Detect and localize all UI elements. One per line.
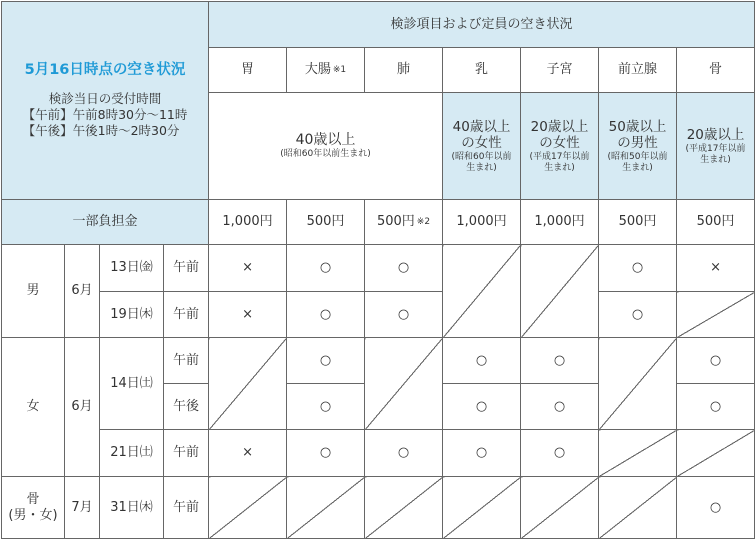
date-cell: 19日㈭ xyxy=(100,292,164,338)
not-applicable-cell xyxy=(599,338,677,430)
cell-bone: ○ xyxy=(677,384,755,430)
cell-lung: ○ xyxy=(365,292,443,338)
exam-prostate xyxy=(599,48,677,93)
exam-name: 胃 xyxy=(241,62,255,77)
eligibility-sub: (平成17年以前 生まれ) xyxy=(529,151,590,173)
exam-colon xyxy=(287,48,365,93)
reception-heading: 検診当日の受付時間 xyxy=(48,91,162,106)
not-applicable-cell xyxy=(365,477,443,539)
eligibility-sub: (昭和60年以前生まれ) xyxy=(280,149,371,159)
exam-name: 前立腺 xyxy=(618,62,658,77)
eligibility-main: 20歳以上 の女性 xyxy=(530,118,589,151)
cell-stomach: × xyxy=(209,430,287,477)
cell-prostate: ○ xyxy=(599,245,677,292)
exam-name: 骨 xyxy=(709,62,723,77)
fee-prostate: 500円 xyxy=(599,200,677,245)
eligibility-prostate xyxy=(599,93,677,200)
eligibility-cervix xyxy=(521,93,599,200)
not-applicable-cell xyxy=(365,338,443,430)
table-row xyxy=(2,430,755,477)
date-cell: 21日㈯ xyxy=(100,430,164,477)
cell-prostate: ○ xyxy=(599,292,677,338)
status-summary-cell xyxy=(2,2,209,200)
group-label: 女 xyxy=(2,338,65,477)
eligibility-sub: (昭和60年以前 生まれ) xyxy=(451,151,512,173)
not-applicable-cell xyxy=(521,477,599,539)
eligibility-bone xyxy=(677,93,755,200)
status-title: 5月16日時点の空き状況 xyxy=(24,62,186,78)
session-cell: 午前 xyxy=(164,245,209,292)
not-applicable-cell xyxy=(521,245,599,338)
cell-bone: × xyxy=(677,245,755,292)
group-month: 6月 xyxy=(65,338,100,477)
group-label: 骨 (男・女) xyxy=(2,477,65,539)
fee-row xyxy=(2,200,755,245)
fee-cervix: 1,000円 xyxy=(521,200,599,245)
not-applicable-cell xyxy=(677,292,755,338)
cell-breast: ○ xyxy=(443,338,521,384)
eligibility-breast xyxy=(443,93,521,200)
exam-header: 検診項目および定員の空き状況 xyxy=(209,2,755,48)
eligibility-sub: (平成17年以前 生まれ) xyxy=(685,143,746,165)
availability-table xyxy=(1,1,755,539)
exam-bone xyxy=(677,48,755,93)
eligibility-sub: (昭和50年以前 生まれ) xyxy=(607,151,668,173)
session-cell: 午後 xyxy=(164,384,209,430)
session-cell: 午前 xyxy=(164,292,209,338)
group-month: 6月 xyxy=(65,245,100,338)
exam-name: 肺 xyxy=(397,62,411,77)
cell-breast: ○ xyxy=(443,430,521,477)
cell-bone: ○ xyxy=(677,338,755,384)
date-cell: 14日㈯ xyxy=(100,338,164,430)
not-applicable-cell xyxy=(599,477,677,539)
fee-colon: 500円 xyxy=(287,200,365,245)
fee-bone: 500円 xyxy=(677,200,755,245)
fee-lung xyxy=(365,200,443,245)
eligibility-general xyxy=(209,93,443,200)
cell-cervix: ○ xyxy=(521,430,599,477)
eligibility-main: 40歳以上 xyxy=(295,132,356,148)
cell-stomach: × xyxy=(209,292,287,338)
reception-hours xyxy=(23,107,188,139)
table-row xyxy=(2,292,755,338)
cell-colon: ○ xyxy=(287,338,365,384)
not-applicable-cell xyxy=(287,477,365,539)
date-cell: 31日㈭ xyxy=(100,477,164,539)
cell-colon: ○ xyxy=(287,292,365,338)
exam-name: 大腸 xyxy=(304,62,331,77)
fee-amount: 500円 xyxy=(376,214,415,229)
table-row xyxy=(2,245,755,292)
not-applicable-cell xyxy=(443,245,521,338)
exam-breast xyxy=(443,48,521,93)
exam-stomach xyxy=(209,48,287,93)
eligibility-main: 40歳以上 の女性 xyxy=(452,118,511,151)
session-cell: 午前 xyxy=(164,338,209,384)
not-applicable-cell xyxy=(209,477,287,539)
cell-stomach: × xyxy=(209,245,287,292)
not-applicable-cell xyxy=(677,430,755,477)
reception-afternoon: 【午後】午後1時～2時30分 xyxy=(22,123,180,138)
reception-morning: 【午前】午前8時30分～11時 xyxy=(22,107,188,122)
cell-lung: ○ xyxy=(365,430,443,477)
session-cell: 午前 xyxy=(164,477,209,539)
table-row xyxy=(2,477,755,539)
eligibility-main: 20歳以上 xyxy=(686,126,745,143)
cell-colon: ○ xyxy=(287,245,365,292)
not-applicable-cell xyxy=(599,430,677,477)
not-applicable-cell xyxy=(209,338,287,430)
group-label: 男 xyxy=(2,245,65,338)
fee-note: ※2 xyxy=(416,217,431,227)
header-row-title xyxy=(2,2,755,48)
eligibility-main: 50歳以上 の男性 xyxy=(608,118,667,151)
not-applicable-cell xyxy=(443,477,521,539)
group-month: 7月 xyxy=(65,477,100,539)
date-cell: 13日㈮ xyxy=(100,245,164,292)
cell-bone: ○ xyxy=(677,477,755,539)
exam-note: ※1 xyxy=(332,65,347,75)
cell-breast: ○ xyxy=(443,384,521,430)
exam-lung xyxy=(365,48,443,93)
fee-breast: 1,000円 xyxy=(443,200,521,245)
fee-label: 一部負担金 xyxy=(2,200,209,245)
cell-colon: ○ xyxy=(287,430,365,477)
fee-stomach: 1,000円 xyxy=(209,200,287,245)
cell-cervix: ○ xyxy=(521,338,599,384)
table-row xyxy=(2,338,755,384)
cell-colon: ○ xyxy=(287,384,365,430)
session-cell: 午前 xyxy=(164,430,209,477)
exam-name: 子宮 xyxy=(546,62,573,77)
cell-cervix: ○ xyxy=(521,384,599,430)
cell-lung: ○ xyxy=(365,245,443,292)
exam-cervix xyxy=(521,48,599,93)
exam-name: 乳 xyxy=(475,62,489,77)
